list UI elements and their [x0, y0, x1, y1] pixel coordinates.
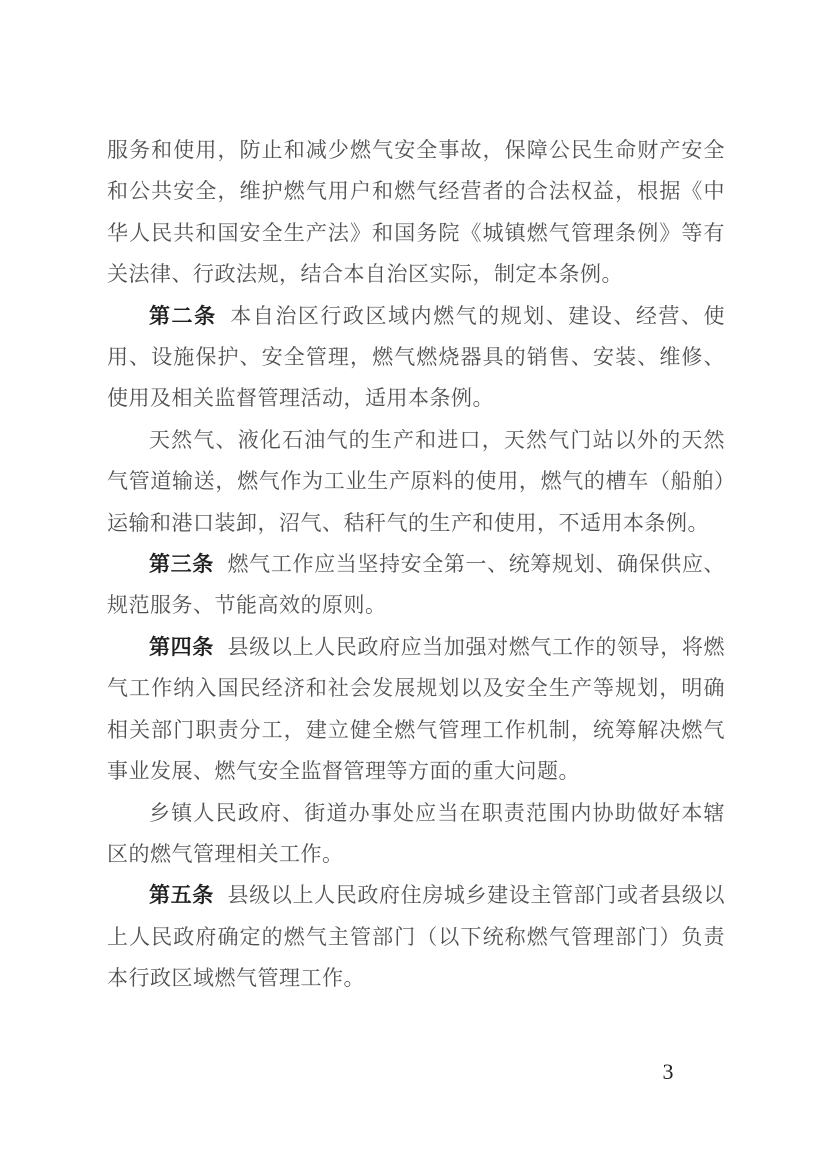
article-number: 第二条 — [149, 303, 217, 328]
paragraph: 第二条 本自治区行政区域内燃气的规划、建设、经营、使用、设施保护、安全管理，燃气燃烧器具的销售、安装、维修、使用及相关监督管理活动，适用本条例。 — [107, 303, 725, 411]
article-number: 第五条 — [149, 883, 214, 908]
paragraph: 第四条 县级以上人民政府应当加强对燃气工作的领导，将燃气工作纳入国民经济和社会发展规划以及安全生产等规划，明确相关部门职责分工，建立健全燃气管理工作机制，统筹解决燃气事业发展、燃气安全监督管理等方面的重大问题。 — [107, 634, 726, 784]
article-number: 第四条 — [149, 634, 214, 659]
paragraph: 第三条 燃气工作应当坚持安全第一、统筹规划、确保供应、规范服务、节能高效的原则。 — [107, 552, 726, 618]
paragraph: 服务和使用，防止和减少燃气安全事故，保障公民生命财产安全和公共安全，维护燃气用户和燃气经营者的合法权益，根据《中华人民共和国安全生产法》和国务院《城镇燃气管理条例》等有关法律、行政法规，结合本自治区实际，制定本条例。 — [107, 138, 725, 287]
document-body — [107, 130, 725, 1000]
paragraph: 天然气、液化石油气的生产和进口，天然气门站以外的天然气管道输送，燃气作为工业生产原料的使用，燃气的槽车（船舶）运输和港口装卸，沼气、秸秆气的生产和使用，不适用本条例。 — [107, 427, 725, 535]
paragraph: 乡镇人民政府、街道办事处应当在职责范围内协助做好本辖区的燃气管理相关工作。 — [107, 800, 725, 866]
page-number: 3 — [662, 1059, 674, 1084]
paragraph: 第五条 县级以上人民政府住房城乡建设主管部门或者县级以上人民政府确定的燃气主管部门（以下统称燃气管理部门）负责本行政区域燃气管理工作。 — [107, 883, 726, 991]
article-number: 第三条 — [149, 552, 214, 577]
